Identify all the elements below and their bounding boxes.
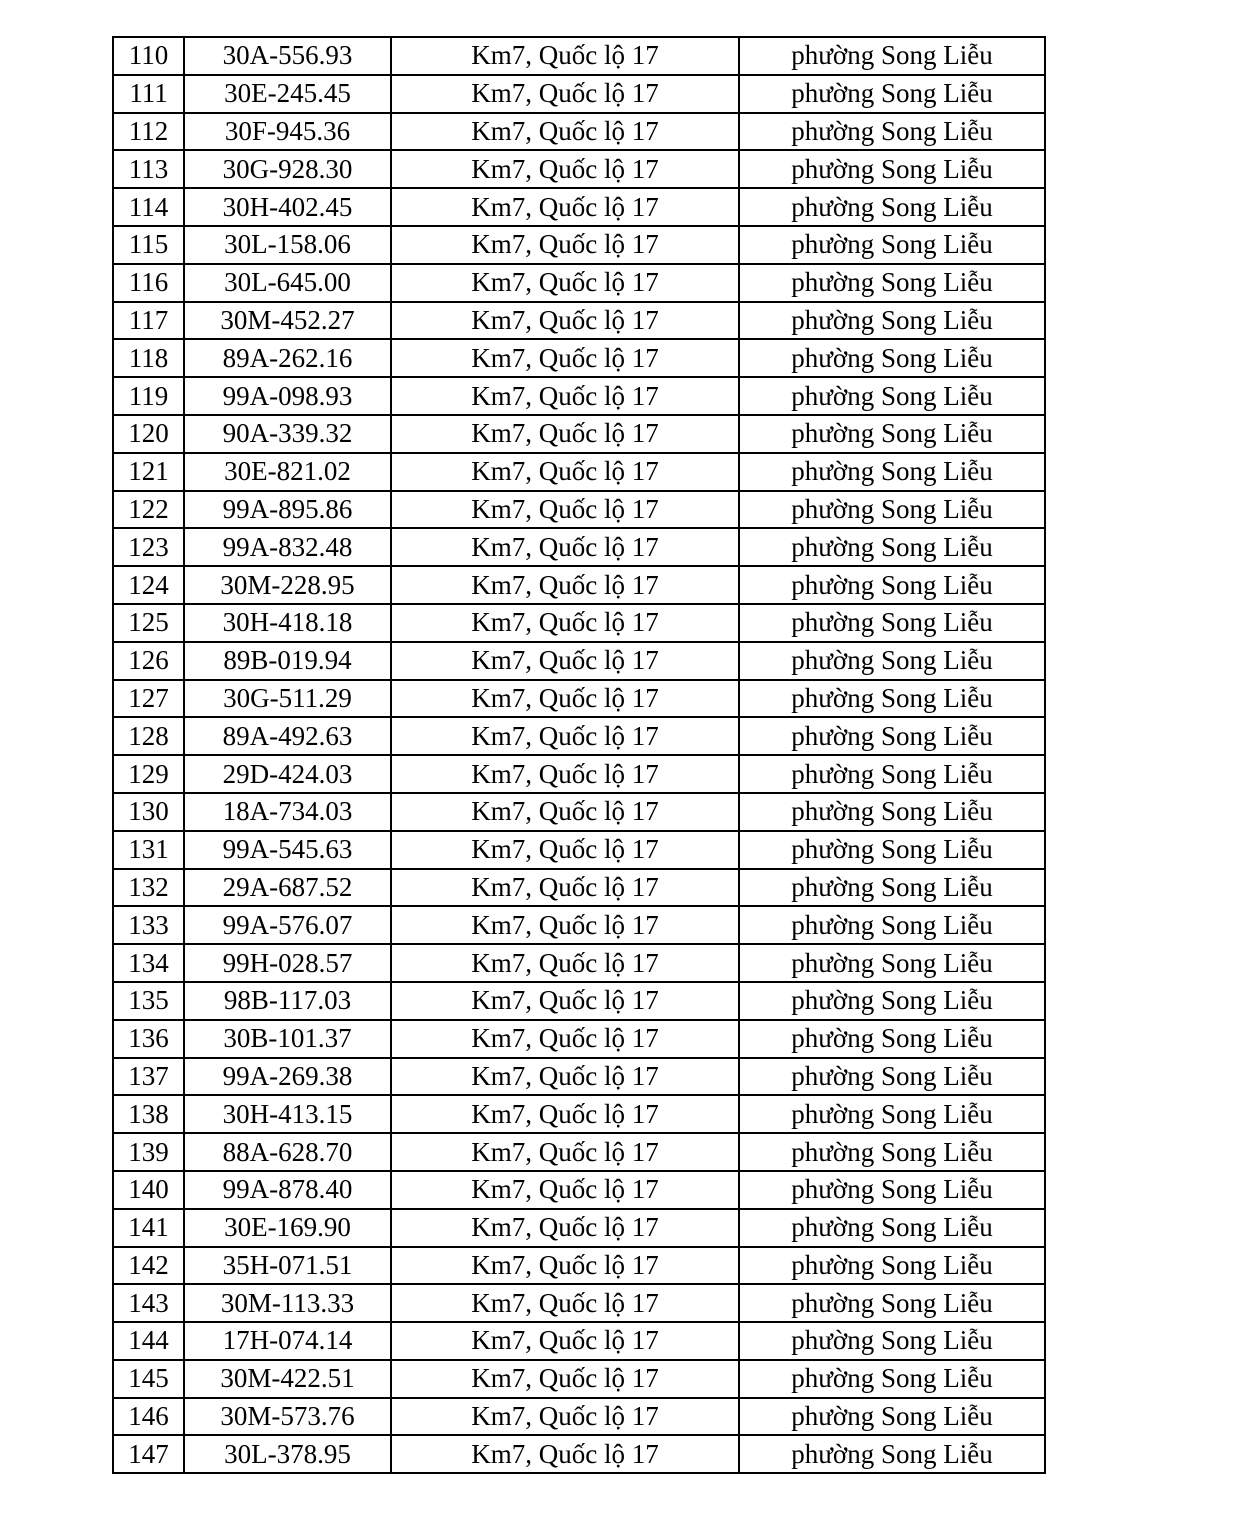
ward-cell: phường Song Liễu	[739, 1360, 1045, 1398]
ward-cell: phường Song Liễu	[739, 1133, 1045, 1171]
license-plate-cell: 29A-687.52	[184, 869, 391, 907]
row-number-cell: 115	[113, 226, 184, 264]
table-row	[113, 37, 1045, 75]
ward-cell: phường Song Liễu	[739, 302, 1045, 340]
location-cell: Km7, Quốc lộ 17	[391, 604, 739, 642]
location-cell: Km7, Quốc lộ 17	[391, 1247, 739, 1285]
ward-cell: phường Song Liễu	[739, 1435, 1045, 1473]
ward-cell: phường Song Liễu	[739, 982, 1045, 1020]
license-plate-cell: 99A-576.07	[184, 906, 391, 944]
row-number-cell: 127	[113, 680, 184, 718]
location-cell: Km7, Quốc lộ 17	[391, 869, 739, 907]
ward-cell: phường Song Liễu	[739, 944, 1045, 982]
table-row	[113, 1360, 1045, 1398]
license-plate-cell: 30G-511.29	[184, 680, 391, 718]
row-number-cell: 136	[113, 1020, 184, 1058]
location-cell: Km7, Quốc lộ 17	[391, 1435, 739, 1473]
ward-cell: phường Song Liễu	[739, 491, 1045, 529]
row-number-cell: 126	[113, 642, 184, 680]
location-cell: Km7, Quốc lộ 17	[391, 453, 739, 491]
table-row	[113, 604, 1045, 642]
license-plate-cell: 89A-262.16	[184, 339, 391, 377]
ward-cell: phường Song Liễu	[739, 906, 1045, 944]
ward-cell: phường Song Liễu	[739, 528, 1045, 566]
license-plate-cell: 99A-832.48	[184, 528, 391, 566]
location-cell: Km7, Quốc lộ 17	[391, 944, 739, 982]
table-row	[113, 793, 1045, 831]
table-row	[113, 1171, 1045, 1209]
license-plate-cell: 99A-878.40	[184, 1171, 391, 1209]
location-cell: Km7, Quốc lộ 17	[391, 75, 739, 113]
license-plate-cell: 30M-573.76	[184, 1398, 391, 1436]
ward-cell: phường Song Liễu	[739, 793, 1045, 831]
location-cell: Km7, Quốc lộ 17	[391, 1171, 739, 1209]
row-number-cell: 121	[113, 453, 184, 491]
table-row	[113, 491, 1045, 529]
license-plate-cell: 99H-028.57	[184, 944, 391, 982]
table-row	[113, 1133, 1045, 1171]
location-cell: Km7, Quốc lộ 17	[391, 1133, 739, 1171]
ward-cell: phường Song Liễu	[739, 1020, 1045, 1058]
license-plate-cell: 99A-545.63	[184, 831, 391, 869]
row-number-cell: 114	[113, 188, 184, 226]
table-row	[113, 755, 1045, 793]
location-cell: Km7, Quốc lộ 17	[391, 1322, 739, 1360]
table-row	[113, 377, 1045, 415]
row-number-cell: 144	[113, 1322, 184, 1360]
license-plate-cell: 30E-245.45	[184, 75, 391, 113]
ward-cell: phường Song Liễu	[739, 453, 1045, 491]
ward-cell: phường Song Liễu	[739, 75, 1045, 113]
table-row	[113, 869, 1045, 907]
ward-cell: phường Song Liễu	[739, 1058, 1045, 1096]
location-cell: Km7, Quốc lộ 17	[391, 37, 739, 75]
location-cell: Km7, Quốc lộ 17	[391, 566, 739, 604]
location-cell: Km7, Quốc lộ 17	[391, 1095, 739, 1133]
license-plate-cell: 88A-628.70	[184, 1133, 391, 1171]
row-number-cell: 118	[113, 339, 184, 377]
license-plate-cell: 30M-422.51	[184, 1360, 391, 1398]
license-plate-cell: 30M-113.33	[184, 1284, 391, 1322]
location-cell: Km7, Quốc lộ 17	[391, 339, 739, 377]
table-row	[113, 75, 1045, 113]
row-number-cell: 139	[113, 1133, 184, 1171]
ward-cell: phường Song Liễu	[739, 755, 1045, 793]
location-cell: Km7, Quốc lộ 17	[391, 377, 739, 415]
license-plate-cell: 30E-821.02	[184, 453, 391, 491]
table-row	[113, 642, 1045, 680]
table-row	[113, 1058, 1045, 1096]
table-row	[113, 113, 1045, 151]
table-row	[113, 1095, 1045, 1133]
location-cell: Km7, Quốc lộ 17	[391, 1398, 739, 1436]
table-row	[113, 1284, 1045, 1322]
license-plate-cell: 29D-424.03	[184, 755, 391, 793]
location-cell: Km7, Quốc lộ 17	[391, 528, 739, 566]
license-plate-cell: 30G-928.30	[184, 150, 391, 188]
license-plate-cell: 30L-378.95	[184, 1435, 391, 1473]
row-number-cell: 130	[113, 793, 184, 831]
ward-cell: phường Song Liễu	[739, 150, 1045, 188]
license-plate-cell: 30A-556.93	[184, 37, 391, 75]
ward-cell: phường Song Liễu	[739, 831, 1045, 869]
ward-cell: phường Song Liễu	[739, 1284, 1045, 1322]
table-row	[113, 1398, 1045, 1436]
ward-cell: phường Song Liễu	[739, 264, 1045, 302]
row-number-cell: 124	[113, 566, 184, 604]
row-number-cell: 137	[113, 1058, 184, 1096]
row-number-cell: 129	[113, 755, 184, 793]
ward-cell: phường Song Liễu	[739, 37, 1045, 75]
license-plate-cell: 89A-492.63	[184, 717, 391, 755]
ward-cell: phường Song Liễu	[739, 717, 1045, 755]
ward-cell: phường Song Liễu	[739, 566, 1045, 604]
license-plate-cell: 30H-418.18	[184, 604, 391, 642]
table-row	[113, 680, 1045, 718]
license-plate-cell: 30H-413.15	[184, 1095, 391, 1133]
license-plate-cell: 30E-169.90	[184, 1209, 391, 1247]
row-number-cell: 146	[113, 1398, 184, 1436]
license-plate-cell: 98B-117.03	[184, 982, 391, 1020]
ward-cell: phường Song Liễu	[739, 188, 1045, 226]
location-cell: Km7, Quốc lộ 17	[391, 793, 739, 831]
location-cell: Km7, Quốc lộ 17	[391, 906, 739, 944]
row-number-cell: 123	[113, 528, 184, 566]
location-cell: Km7, Quốc lộ 17	[391, 415, 739, 453]
row-number-cell: 120	[113, 415, 184, 453]
row-number-cell: 138	[113, 1095, 184, 1133]
ward-cell: phường Song Liễu	[739, 1322, 1045, 1360]
ward-cell: phường Song Liễu	[739, 377, 1045, 415]
license-plate-cell: 30L-158.06	[184, 226, 391, 264]
ward-cell: phường Song Liễu	[739, 1171, 1045, 1209]
row-number-cell: 133	[113, 906, 184, 944]
ward-cell: phường Song Liễu	[739, 1095, 1045, 1133]
row-number-cell: 122	[113, 491, 184, 529]
table-row	[113, 566, 1045, 604]
location-cell: Km7, Quốc lộ 17	[391, 302, 739, 340]
location-cell: Km7, Quốc lộ 17	[391, 642, 739, 680]
ward-cell: phường Song Liễu	[739, 680, 1045, 718]
table-row	[113, 1247, 1045, 1285]
license-plate-cell: 18A-734.03	[184, 793, 391, 831]
location-cell: Km7, Quốc lộ 17	[391, 1058, 739, 1096]
location-cell: Km7, Quốc lộ 17	[391, 717, 739, 755]
license-plate-cell: 17H-074.14	[184, 1322, 391, 1360]
license-plate-cell: 99A-895.86	[184, 491, 391, 529]
ward-cell: phường Song Liễu	[739, 226, 1045, 264]
row-number-cell: 143	[113, 1284, 184, 1322]
ward-cell: phường Song Liễu	[739, 415, 1045, 453]
row-number-cell: 117	[113, 302, 184, 340]
ward-cell: phường Song Liễu	[739, 1247, 1045, 1285]
row-number-cell: 131	[113, 831, 184, 869]
row-number-cell: 116	[113, 264, 184, 302]
table-row	[113, 717, 1045, 755]
ward-cell: phường Song Liễu	[739, 1398, 1045, 1436]
table-row	[113, 528, 1045, 566]
location-cell: Km7, Quốc lộ 17	[391, 1284, 739, 1322]
row-number-cell: 145	[113, 1360, 184, 1398]
ward-cell: phường Song Liễu	[739, 604, 1045, 642]
row-number-cell: 110	[113, 37, 184, 75]
location-cell: Km7, Quốc lộ 17	[391, 1360, 739, 1398]
table-row	[113, 453, 1045, 491]
license-plate-cell: 89B-019.94	[184, 642, 391, 680]
row-number-cell: 134	[113, 944, 184, 982]
location-cell: Km7, Quốc lộ 17	[391, 680, 739, 718]
table-row	[113, 1209, 1045, 1247]
location-cell: Km7, Quốc lộ 17	[391, 113, 739, 151]
license-plate-cell: 99A-098.93	[184, 377, 391, 415]
table-row	[113, 264, 1045, 302]
location-cell: Km7, Quốc lộ 17	[391, 188, 739, 226]
license-plate-cell: 30H-402.45	[184, 188, 391, 226]
violation-table	[112, 36, 1046, 1474]
row-number-cell: 119	[113, 377, 184, 415]
row-number-cell: 125	[113, 604, 184, 642]
ward-cell: phường Song Liễu	[739, 113, 1045, 151]
license-plate-cell: 90A-339.32	[184, 415, 391, 453]
ward-cell: phường Song Liễu	[739, 869, 1045, 907]
location-cell: Km7, Quốc lộ 17	[391, 264, 739, 302]
location-cell: Km7, Quốc lộ 17	[391, 1020, 739, 1058]
ward-cell: phường Song Liễu	[739, 642, 1045, 680]
row-number-cell: 128	[113, 717, 184, 755]
ward-cell: phường Song Liễu	[739, 1209, 1045, 1247]
table-row	[113, 1435, 1045, 1473]
table-row	[113, 150, 1045, 188]
row-number-cell: 140	[113, 1171, 184, 1209]
table-row	[113, 188, 1045, 226]
location-cell: Km7, Quốc lộ 17	[391, 150, 739, 188]
location-cell: Km7, Quốc lộ 17	[391, 1209, 739, 1247]
table-row	[113, 831, 1045, 869]
location-cell: Km7, Quốc lộ 17	[391, 755, 739, 793]
table-row	[113, 1020, 1045, 1058]
row-number-cell: 132	[113, 869, 184, 907]
table-row	[113, 906, 1045, 944]
license-plate-cell: 35H-071.51	[184, 1247, 391, 1285]
row-number-cell: 141	[113, 1209, 184, 1247]
license-plate-cell: 30L-645.00	[184, 264, 391, 302]
row-number-cell: 142	[113, 1247, 184, 1285]
table-body	[113, 37, 1045, 1473]
row-number-cell: 112	[113, 113, 184, 151]
license-plate-cell: 30M-452.27	[184, 302, 391, 340]
location-cell: Km7, Quốc lộ 17	[391, 982, 739, 1020]
license-plate-cell: 30F-945.36	[184, 113, 391, 151]
license-plate-cell: 30B-101.37	[184, 1020, 391, 1058]
table-row	[113, 339, 1045, 377]
row-number-cell: 111	[113, 75, 184, 113]
table-row	[113, 982, 1045, 1020]
table-row	[113, 1322, 1045, 1360]
table-row	[113, 226, 1045, 264]
table-row	[113, 415, 1045, 453]
ward-cell: phường Song Liễu	[739, 339, 1045, 377]
license-plate-cell: 99A-269.38	[184, 1058, 391, 1096]
table-row	[113, 944, 1045, 982]
location-cell: Km7, Quốc lộ 17	[391, 831, 739, 869]
location-cell: Km7, Quốc lộ 17	[391, 491, 739, 529]
license-plate-cell: 30M-228.95	[184, 566, 391, 604]
row-number-cell: 113	[113, 150, 184, 188]
row-number-cell: 147	[113, 1435, 184, 1473]
location-cell: Km7, Quốc lộ 17	[391, 226, 739, 264]
table-row	[113, 302, 1045, 340]
row-number-cell: 135	[113, 982, 184, 1020]
